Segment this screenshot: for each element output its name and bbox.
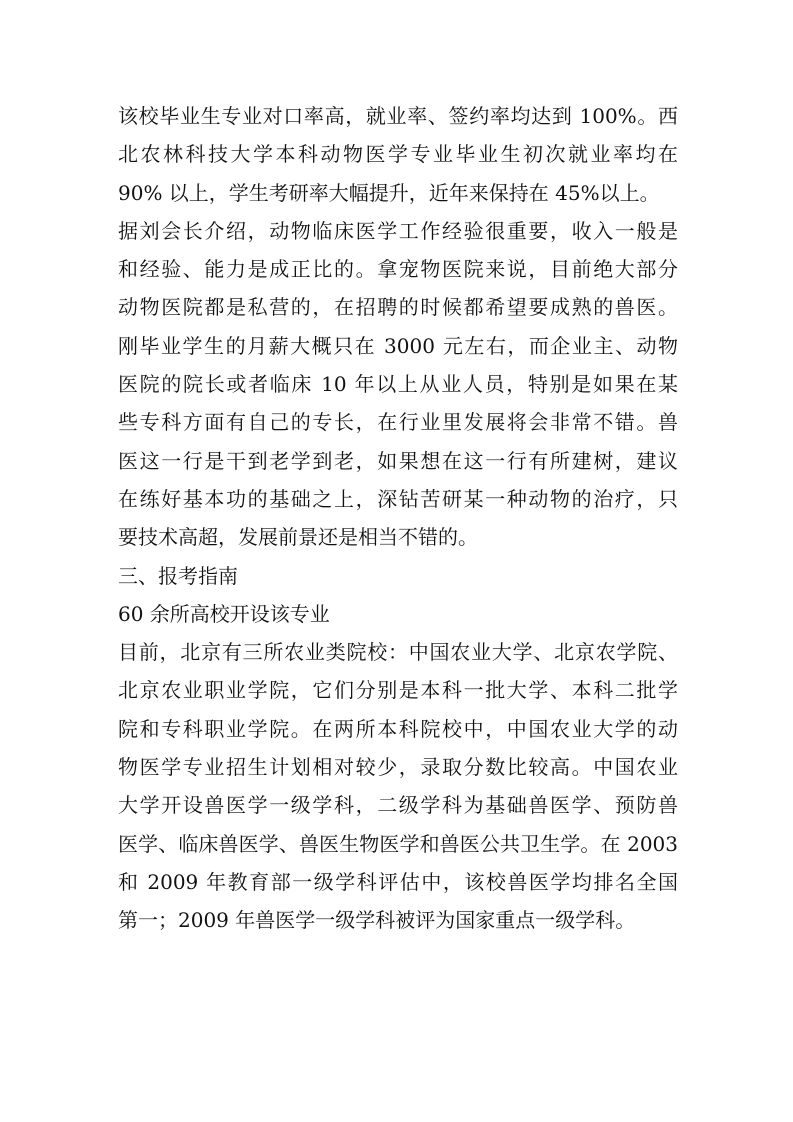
paragraph-career-advice (118, 212, 678, 557)
text-line: 北农林科技大学本科动物医学专业毕业生初次就业率均在 (118, 142, 678, 167)
text-line: 医学、临床兽医学、兽医生物医学和兽医公共卫生学。在 2003 (118, 831, 678, 856)
text-line: 第一；2009 年兽医学一级学科被评为国家重点一级学科。 (118, 908, 636, 933)
document-body (118, 97, 678, 940)
text-line: 目前，北京有三所农业类院校：中国农业大学、北京农学院、 (118, 640, 678, 665)
section-heading-text: 三、报考指南 (118, 563, 238, 588)
text-line: 刚毕业学生的月薪大概只在 3000 元左右，而企业主、动物 (118, 333, 678, 358)
text-line: 医这一行是干到老学到老，如果想在这一行有所建树，建议 (118, 448, 678, 473)
text-line: 些专科方面有自己的专长，在行业里发展将会非常不错。兽 (118, 410, 678, 435)
text-line: 物医学专业招生计划相对较少，录取分数比较高。中国农业 (118, 755, 678, 780)
text-line: 和经验、能力是成正比的。拿宠物医院来说，目前绝大部分 (118, 257, 678, 282)
text-line: 大学开设兽医学一级学科，二级学科为基础兽医学、预防兽 (118, 793, 678, 818)
text-line: 院和专科职业学院。在两所本科院校中，中国农业大学的动 (118, 716, 678, 741)
text-line: 据刘会长介绍，动物临床医学工作经验很重要，收入一般是 (118, 218, 678, 243)
paragraph-employment-rate (118, 97, 678, 212)
text-line: 动物医院都是私营的，在招聘的时候都希望要成熟的兽医。 (118, 295, 678, 320)
text-line: 医院的院长或者临床 10 年以上从业人员，特别是如果在某 (118, 372, 678, 397)
text-line: 该校毕业生专业对口率高，就业率、签约率均达到 100%。西 (118, 104, 678, 128)
text-line: 要技术高超，发展前景还是相当不错的。 (118, 525, 478, 550)
text-line: 90% 以上，学生考研率大幅提升，近年来保持在 45%以上。 (118, 180, 660, 205)
text-line: 在练好基本功的基础之上，深钻苦研某一种动物的治疗，只 (118, 486, 678, 511)
section-heading (118, 557, 678, 595)
subheading-text: 60 余所高校开设该专业 (118, 601, 330, 626)
text-line: 和 2009 年教育部一级学科评估中，该校兽医学均排名全国 (118, 869, 678, 894)
paragraph-beijing-schools (118, 633, 678, 939)
text-line: 北京农业职业学院，它们分别是本科一批大学、本科二批学 (118, 678, 678, 703)
subheading (118, 595, 678, 633)
